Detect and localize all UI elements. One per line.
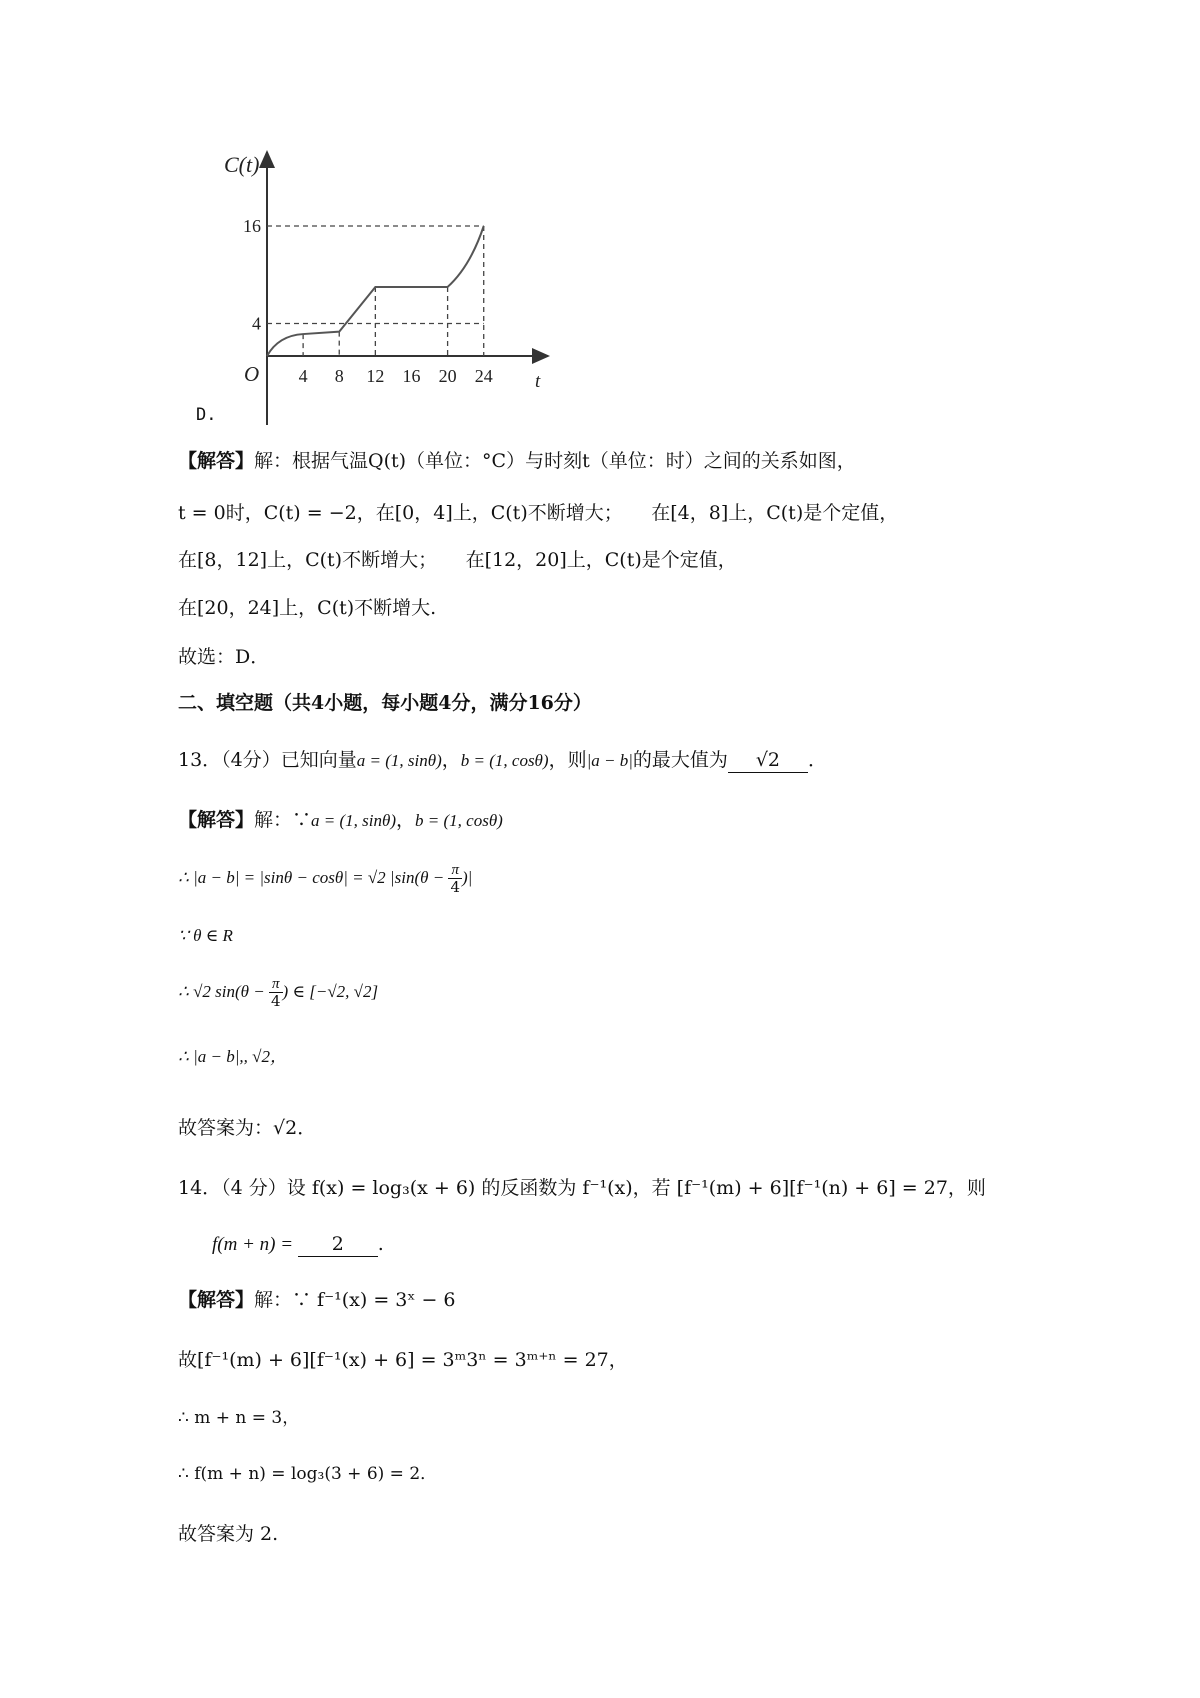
y-tick-4: 4 [252,313,261,334]
q13-stem: 13．（4分）已知向量a = (1, sinθ)，b = (1, cosθ)，则|a − b|的最大值为 √2 ． [178,749,827,771]
q12-choice: 故选：D． [178,646,270,668]
answer-tag: 【解答】 [178,450,255,472]
q14-solution-line-3: ∴ m + n = 3， [178,1408,300,1428]
q14-blank-prefix: f(m + n) = [212,1234,298,1255]
q13-answer-blank [728,748,808,773]
q13-stem-mid: ，则 [548,749,587,771]
x-tick-8: 8 [334,366,344,386]
x-axis-label: t [535,371,541,392]
option-label: D. [196,405,217,425]
q13-step3-left: ∴ √2 sin(θ − [178,982,269,1001]
q13-step1-left: ∴ |a − b| = |sinθ − cosθ| = √2 |sin(θ − [178,868,449,887]
q14-stem: 14．（4 分）设 f(x) = log₃(x + 6) 的反函数为 f⁻¹(x)，若 [f⁻¹(m) + 6][f⁻¹(n) + 6] = 27，则 [178,1177,986,1199]
q13-blank-answer: √2 [755,749,781,771]
q12-solution-line-3: 在[8，12]上，C(t)不断增大； 在[12，20]上，C(t)是个定值， [178,549,737,571]
pi-over-four-fraction-2 [269,976,283,1009]
pi-over-four-fraction [448,862,462,895]
q12-line-1-text: 解：根据气温Q(t)（单位：°C）与时刻t（单位：时）之间的关系如图， [254,450,856,472]
x-tick-24: 24 [474,366,493,386]
q13-stem-prefix: 13．（4分）已知向量 [178,749,357,771]
frac-numerator-2: π [269,976,283,993]
x-tick-12: 12 [366,366,385,386]
x-tick-4: 4 [298,366,308,386]
q14-sol-tag: 【解答】 [178,1289,255,1311]
q14-blank-answer: 2 [331,1233,344,1255]
q14-answer-blank [298,1232,378,1257]
q12-solution-line-4: 在[20，24]上，C(t)不断增大. [178,597,437,619]
x-tick-20: 20 [438,366,457,386]
frac-denominator-2: 4 [270,992,281,1010]
y-tick-16: 16 [243,216,261,236]
option-d-graph [224,140,560,430]
y-axis-label: C(t) [224,152,260,177]
q12-solution-line-1 [178,449,856,473]
q13-step-3 [178,976,378,1009]
frac-numerator: π [448,862,462,879]
x-tick-16: 16 [402,366,421,386]
q12-solution-line-2: t = 0时，C(t) = −2，在[0，4]上，C(t)不断增大； 在[4，8]上，C(t)是个定值， [178,502,899,524]
q13-sol-intro: 解：∵ [254,809,312,831]
q13-sol-a: a = (1, sinθ) [311,811,397,830]
q13-step-1 [178,862,472,895]
q13-step3-right: ) ∈ [−√2, √2] [282,982,379,1001]
q14-blank-line: f(m + n) = 2 . [212,1233,384,1255]
q14-solution-line-2: 故[f⁻¹(m) + 6][f⁻¹(x) + 6] = 3ᵐ3ⁿ = 3ᵐ⁺ⁿ = 27， [178,1349,628,1371]
q13-step-2: ∵ θ ∈ R [178,926,233,945]
q13-solution-intro: 【解答】解：∵a = (1, sinθ)，b = (1, cosθ) [178,809,503,831]
q13-vector-b: b = (1, cosθ) [460,751,549,770]
q13-step-4: ∴ |a − b|,, √2， [178,1047,287,1066]
q13-sol-b: b = (1, cosθ) [415,811,503,830]
q14-sol1: 解：∵ f⁻¹(x) = 3ˣ − 6 [254,1289,456,1311]
q13-step1-right: )| [461,868,473,887]
q13-expr: |a − b| [586,751,633,770]
section-title: 二、填空题（共4小题，每小题4分，满分16分） [178,692,592,714]
q14-solution-line-4: ∴ f(m + n) = log₃(3 + 6) = 2． [178,1464,438,1484]
q13-stem-suffix: 的最大值为 [632,749,728,771]
frac-denominator: 4 [450,878,460,896]
q13-sol-tag: 【解答】 [178,809,255,831]
q13-final: 故答案为：√2． [178,1117,317,1139]
q13-vector-a: a = (1, sinθ) [356,751,442,770]
q14-final: 故答案为 2. [178,1523,279,1545]
origin-label: O [244,362,260,386]
q14-solution-line-1 [178,1288,456,1312]
